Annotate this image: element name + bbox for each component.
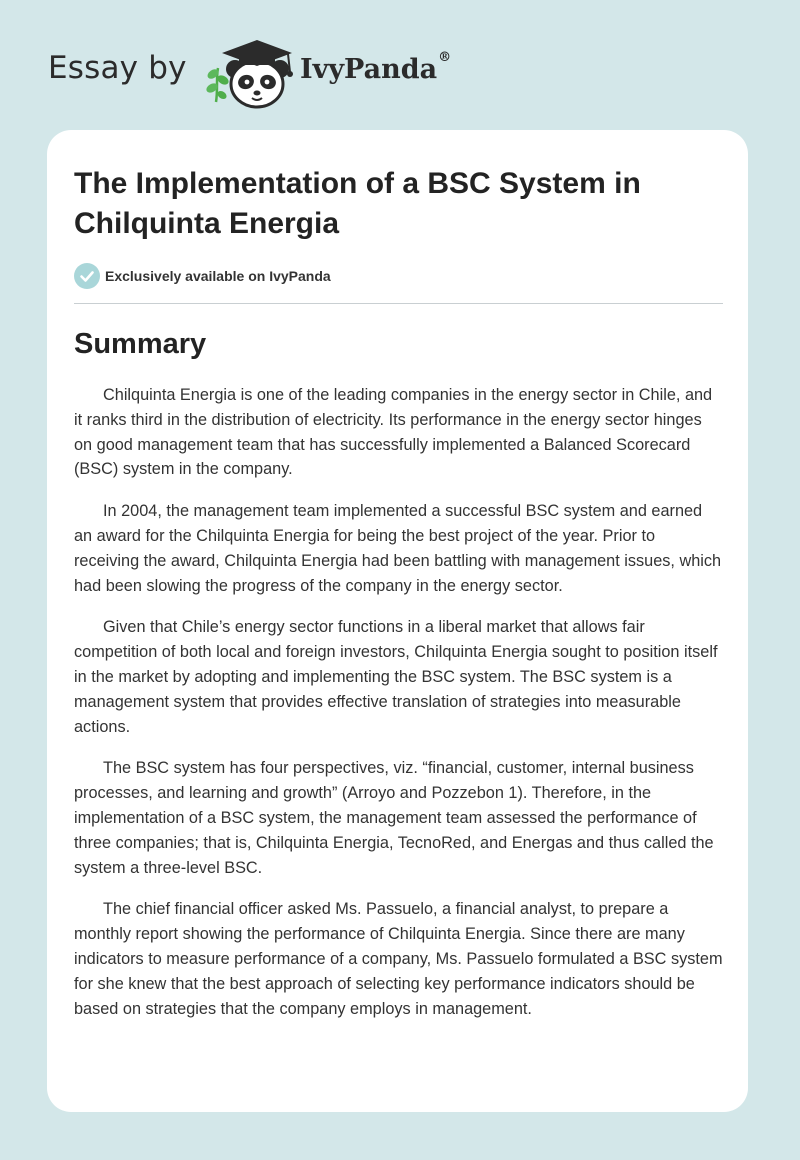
- checkmark-icon: [74, 263, 100, 289]
- paragraph: Chilquinta Energia is one of the leading companies in the energy sector in Chile, and it ranks third in the distribution of electricity. Its performance in the energy sector hinges on good management team that has successfully implemented a Balanced Scorecard (BSC) system in the company.: [74, 386, 713, 479]
- panda-graduate-logo-icon: [202, 38, 298, 110]
- paragraph: Given that Chile’s energy sector functions in a liberal market that allows fair competition of both local and foreign investors, Chilquinta Energia sought to position itself in the market by adopting and implementing the BSC system. The BSC system is a management system that provides effective translation of strategies into measurable actions.: [74, 618, 718, 736]
- brand-header[interactable]: [48, 38, 468, 110]
- section-heading: Summary: [74, 328, 207, 360]
- paragraph: The chief financial officer asked Ms. Passuelo, a financial analyst, to prepare a monthly report showing the performance of Chilquinta Energia. Since there are many indicators to measure performance of a company, Ms. Passuelo formulated a BSC system for she knew that the best approach of selecting key performance indicators should be based on strategies that the company employs in management.: [74, 900, 723, 1018]
- brand-prefix: Essay by: [48, 50, 187, 86]
- brand-name: IvyPanda®: [300, 50, 452, 85]
- essay-title: The Implementation of a BSC System in Chilquinta Energia: [74, 167, 641, 240]
- registered-mark: ®: [438, 50, 452, 65]
- divider: [74, 303, 723, 304]
- exclusive-badge: [74, 263, 331, 289]
- essay-card: [47, 130, 748, 1112]
- paragraph: In 2004, the management team implemented a successful BSC system and earned an award for the Chilquinta Energia for being the best project of the year. Prior to receiving the award, Chilquinta Energia had been battling with management issues, which had been slowing the progress of the company in the energy sector.: [74, 502, 722, 595]
- essay-body: [74, 383, 724, 1038]
- badge-text: Exclusively available on IvyPanda: [105, 268, 331, 284]
- paragraph: The BSC system has four perspectives, viz. “financial, customer, internal business processes, and learning and growth” (Arroyo and Pozzebon 1). Therefore, in the implementation of a BSC system, the management team assessed the performance of three companies; that is, Chilquinta Energia, TecnoRed, and Energas and thus called the system a three-level BSC.: [74, 759, 714, 877]
